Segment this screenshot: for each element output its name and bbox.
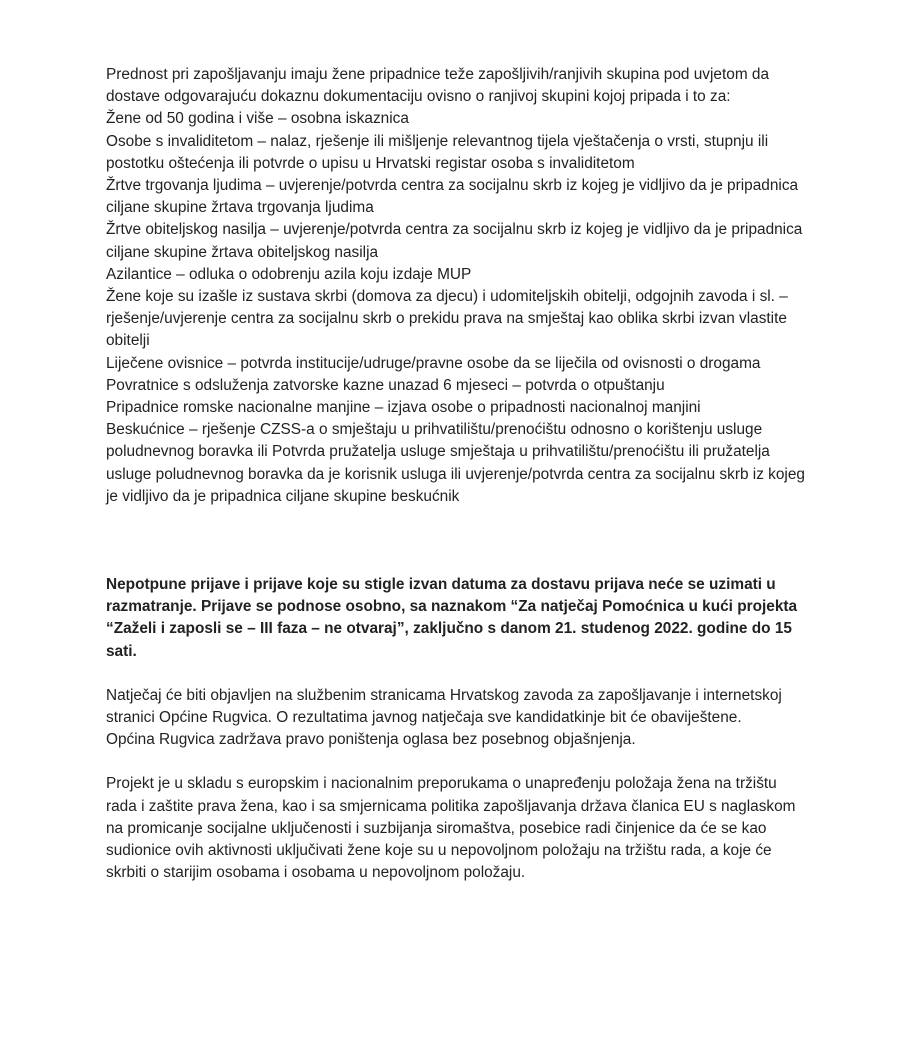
list-item: Povratnice s odsluženja zatvorske kazne unazad 6 mjeseci – potvrda o otpuštanju (106, 376, 665, 394)
list-item: Liječene ovisnice – potvrda institucije/udruge/pravne osobe da se liječila od ovisnosti o drogama (106, 354, 761, 372)
publication-paragraph: Natječaj će biti objavljen na službenim stranicama Hrvatskog zavoda za zapošljavanje i internetskoj stranici Općine Rugvica. O rezultatima javnog natječaja sve kandidatkinje bit će obaviještene. (106, 686, 782, 727)
cancellation-paragraph: Općina Rugvica zadržava pravo poništenja oglasa bez posebnog objašnjenja. (106, 731, 636, 749)
publication-section (106, 685, 806, 752)
list-item: Azilantice – odluka o odobrenju azila koju izdaje MUP (106, 265, 472, 283)
list-item: Pripadnice romske nacionalne manjine – izjava osobe o pripadnosti nacionalnoj manjini (106, 399, 701, 417)
list-item: Žrtve trgovanja ljudima – uvjerenje/potvrda centra za socijalnu skrb iz kojeg je vidljivo da je pripadnica ciljane skupine žrtava trgovanja ljudima (106, 177, 799, 217)
project-paragraph: Projekt je u skladu s europskim i nacionalnim preporukama o unapređenju položaja žena na tržištu rada i zaštite prava žena, kao i sa smjernicama politika zapošljavanja država članica EU s naglaskom na promicanje socijalne uključenosti i suzbijanja siromaštva, posebice radi činjenice da će se kao sudionice ovih aktivnosti uključivati žene koje su u nepovoljnom položaju na tržištu rada, a koje će skrbiti o starijim osobama i osobama u nepovoljnom položaju. (106, 775, 796, 882)
deadline-notice: Nepotpune prijave i prijave koje su stigle izvan datuma za dostavu prijava neće se uzimati u razmatranje. Prijave se podnose osobno, sa naznakom “Za natječaj Pomoćnica u kući projekta “Zaželi i zaposli se – III faza – ne otvaraj”, zaključno s danom 21. studenog 2022. godine do 15 sati. (106, 576, 798, 660)
list-item: Beskućnice – rješenje CZSS-a o smještaju u prihvatilištu/prenoćištu odnosno o korištenju usluge poludnevnog boravka ili Potvrda pružatelja usluge smještaja u prihvatilištu/prenoćištu ili pružatelja usluge poludnevnog boravka da je korisnik usluga ili uvjerenje/potvrda centra za socijalnu skrb iz kojeg je vidljivo da je pripadnica ciljane skupine beskućnik (106, 421, 805, 505)
project-section (106, 773, 806, 884)
vulnerable-groups-list (106, 108, 806, 508)
list-item: Žene koje su izašle iz sustava skrbi (domova za djecu) i udomiteljskih obitelji, odgojnih zavoda i sl. – rješenje/uvjerenje centra za socijalnu skrb o prekidu prava na smještaj kao oblika skrbi izvan vlastite obitelji (106, 288, 788, 350)
list-item: Osobe s invaliditetom – nalaz, rješenje ili mišljenje relevantnog tijela vještačenja o vrsti, stupnju ili postotku oštećenja ili potvrde o upisu u Hrvatski registar osoba s invaliditetom (106, 132, 769, 172)
priority-section (106, 64, 806, 508)
document-page (106, 64, 806, 885)
deadline-section (106, 574, 806, 663)
priority-intro: Prednost pri zapošljavanju imaju žene pripadnice teže zapošljivih/ranjivih skupina pod uvjetom da dostave odgovarajuću dokaznu dokumentaciju ovisno o ranjivoj skupini kojoj pripada i to za: (106, 66, 770, 106)
list-item: Žene od 50 godina i više – osobna iskaznica (106, 110, 409, 128)
list-item: Žrtve obiteljskog nasilja – uvjerenje/potvrda centra za socijalnu skrb iz kojeg je vidljivo da je pripadnica ciljane skupine žrtava obiteljskog nasilja (106, 221, 803, 261)
